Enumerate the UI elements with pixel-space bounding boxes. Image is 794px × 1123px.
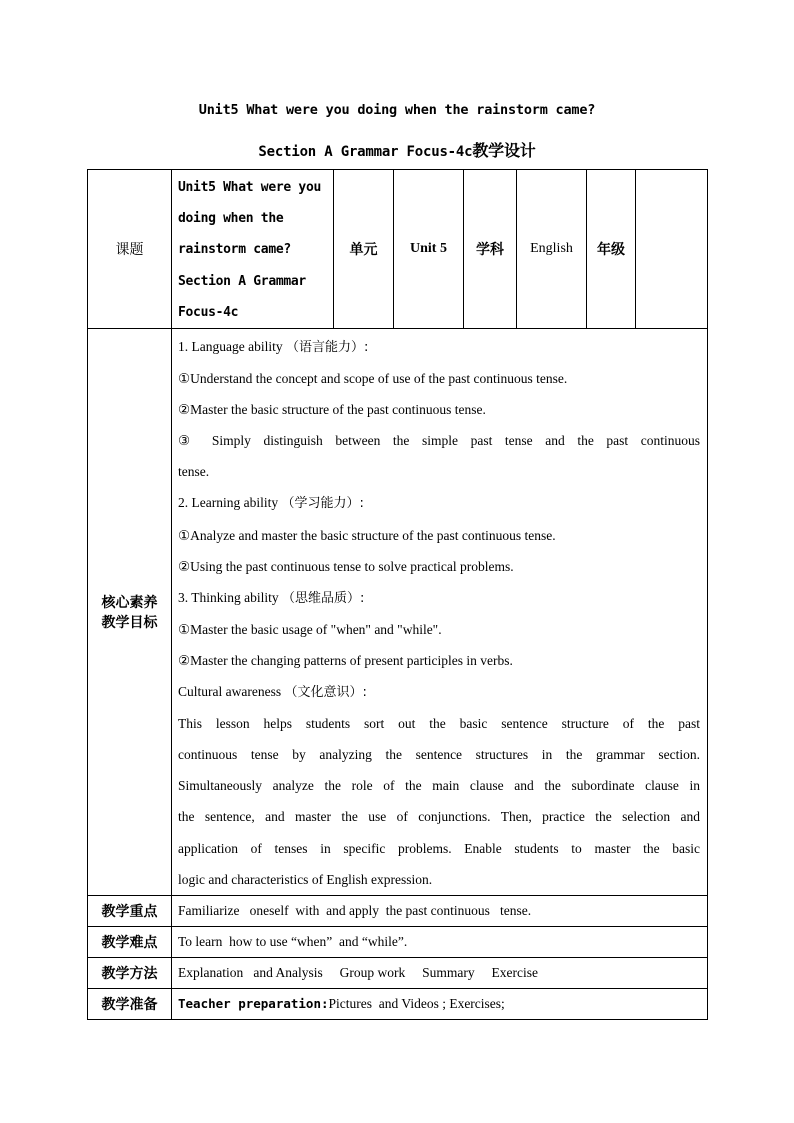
goals-label [88,329,172,896]
document-title-line-2-cn: 教学设计 [472,141,536,160]
subject-label: 学科 [464,170,517,329]
topic-line: Focus-4c [178,304,239,320]
preparation-text: Pictures and Videos ; Exercises; [328,995,505,1011]
document-title-line-1: Unit5 What were you doing when the rainstorm came? [198,102,596,118]
preparation-label: 教学准备 [88,988,172,1019]
preparation-heading: Teacher preparation: [178,995,329,1011]
key-points-value: Familiarize oneself with and apply the past continuous tense. [172,895,708,926]
method-row [88,957,708,988]
topic-line: Unit5 What were you [178,180,322,195]
topic-line: rainstorm came? [178,242,291,258]
goal-line: the sentence, and master the use of conjunctions. Then, practice the selection and [178,809,700,825]
goal-line: ①Understand the concept and scope of use of the past continuous tense. [178,371,568,387]
topic-row [88,170,708,329]
goal-line: tense. [178,464,210,480]
grade-label: 年级 [587,170,636,329]
subject-value: English [517,170,587,329]
key-points-row [88,895,708,926]
goal-line: ③ Simply distinguish between the simple past tense and the past continuous [178,433,700,449]
goal-line: Simultaneously analyze the role of the main clause and the subordinate clause in [178,778,700,794]
preparation-value [172,988,708,1019]
unit-label: 单元 [334,170,394,329]
document-title-line-2 [0,138,794,161]
key-points-label: 教学重点 [88,895,172,926]
goal-line: ②Master the basic structure of the past continuous tense. [178,402,486,418]
topic-value [172,170,334,329]
document-title-line-2-en: Section A Grammar Focus-4c [258,144,473,160]
goals-label-line: 核心素养 [101,594,158,611]
unit-value: Unit 5 [394,170,464,329]
goals-label-line: 教学目标 [101,614,158,631]
goal-line: ①Master the basic usage of "when" and "while". [178,621,442,637]
topic-line: Section A Grammar [178,273,306,289]
goal-line: 1. Language ability （语言能力）: [178,339,369,356]
difficulty-label: 教学难点 [88,926,172,957]
lesson-plan-table [87,169,708,1020]
difficulty-row [88,926,708,957]
goal-line: 3. Thinking ability （思维品质）: [178,589,365,606]
goal-line: application of tenses in specific problems. Enable students to master the basic [178,840,700,856]
goal-line: Cultural awareness （文化意识）: [178,684,367,701]
goal-line: logic and characteristics of English expression. [178,871,433,887]
goal-line: continuous tense by analyzing the sentence structures in the grammar section. [178,747,700,763]
method-value: Explanation and Analysis Group work Summary Exercise [172,957,708,988]
goal-line: ②Master the changing patterns of present participles in verbs. [178,652,513,668]
goal-line: This lesson helps students sort out the basic sentence structure of the past [178,716,700,732]
grade-value [636,170,708,329]
goal-line: ①Analyze and master the basic structure of the past continuous tense. [178,527,556,543]
goal-line: 2. Learning ability （学习能力）: [178,495,364,512]
topic-label: 课题 [88,170,172,329]
goal-line: ②Using the past continuous tense to solve practical problems. [178,558,514,574]
method-label: 教学方法 [88,957,172,988]
difficulty-value: To learn how to use “when” and “while”. [172,926,708,957]
preparation-row [88,988,708,1019]
topic-line: doing when the [178,211,284,227]
goals-row [88,329,708,896]
goals-content [172,329,708,896]
